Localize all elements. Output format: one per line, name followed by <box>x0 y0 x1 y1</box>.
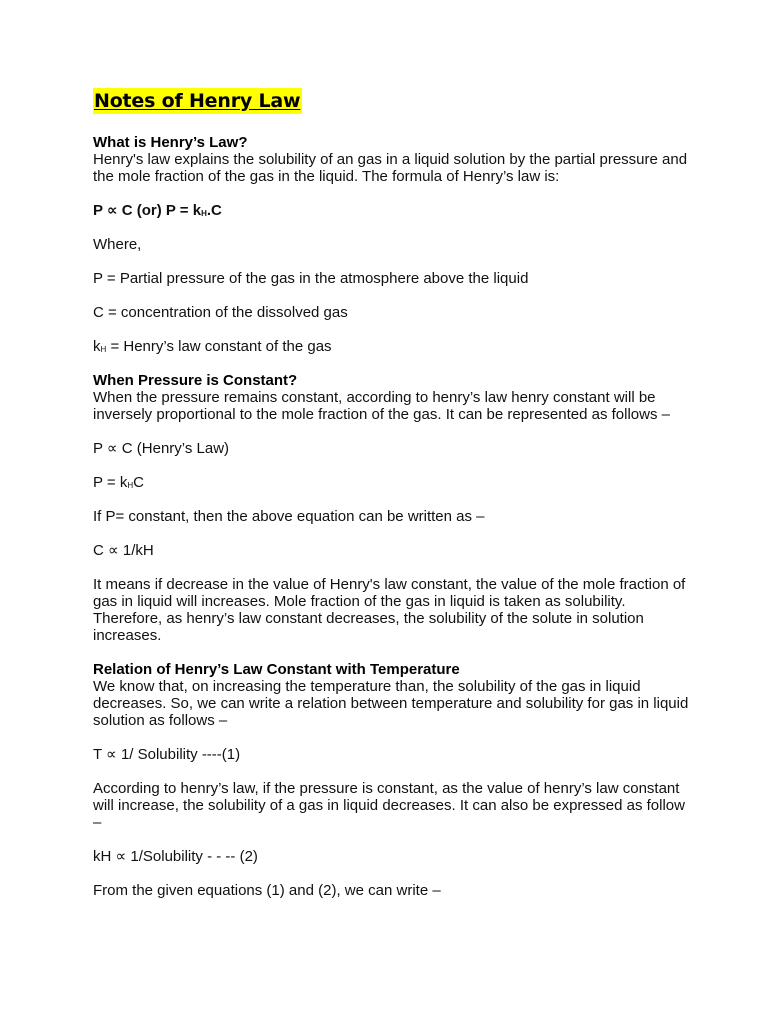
formula-main <box>93 202 693 219</box>
definition-c: C = concentration of the dissolved gas <box>93 304 348 321</box>
equation-p-equals-khc-b: C <box>133 474 144 491</box>
formula-main-subscript: H <box>201 209 207 218</box>
heading-temperature-relation: Relation of Henry’s Law Constant with Temperature <box>93 661 460 678</box>
paragraph-temperature-explain: According to henry’s law, if the pressure is constant, as the value of henry’s law constant will increase, the solubility of a gas in liquid decreases. It can also be expressed as follow – <box>93 780 685 831</box>
equation-1: T ∝ 1/ Solubility ----(1) <box>93 746 241 763</box>
document-page <box>93 88 693 916</box>
title-wrap <box>93 88 693 114</box>
definition-kh-subscript: H <box>100 345 107 354</box>
equation-p-equals-khc <box>93 474 693 491</box>
formula-main-part-a: P ∝ C (or) P = k <box>93 202 202 219</box>
formula-main-part-b: .C <box>206 202 222 219</box>
where-label: Where, <box>93 236 142 253</box>
definition-kh-text: = Henry’s law constant of the gas <box>106 338 332 355</box>
paragraph-condition: If P= constant, then the above equation can be written as – <box>93 508 485 525</box>
equation-p-equals-khc-subscript: H <box>127 481 134 490</box>
paragraph-pressure-conclusion: It means if decrease in the value of Henry's law constant, the value of the mole fraction of gas in liquid will increases. Mole fraction of the gas in liquid is taken as solubility. Therefore, as henry’s law constant decreases, the solubility of the solute in solution increases. <box>93 576 686 644</box>
equation-c-prop-inverse-kh: C ∝ 1/kH <box>93 542 154 559</box>
equation-p-equals-khc-a: P = k <box>93 474 128 491</box>
paragraph-pressure-intro: When the pressure remains constant, according to henry’s law henry constant will be inversely proportional to the mole fraction of the gas. It can be represented as follows – <box>93 389 670 423</box>
definition-kh-symbol: k <box>93 338 101 355</box>
equation-p-prop-c: P ∝ C (Henry’s Law) <box>93 440 230 457</box>
heading-pressure-constant: When Pressure is Constant? <box>93 372 298 389</box>
paragraph-final: From the given equations (1) and (2), we can write – <box>93 882 441 899</box>
heading-what-is-henrys-law: What is Henry’s Law? <box>93 134 248 151</box>
page-title: Notes of Henry Law <box>94 90 301 112</box>
definition-p: P = Partial pressure of the gas in the atmosphere above the liquid <box>93 270 529 287</box>
equation-2: kH ∝ 1/Solubility - - -- (2) <box>93 848 258 865</box>
definition-kh <box>93 338 693 355</box>
paragraph-temperature-intro: We know that, on increasing the temperature than, the solubility of the gas in liquid decreases. So, we can write a relation between temperature and solubility for gas in liquid solution as follows – <box>93 678 689 729</box>
paragraph-intro: Henry's law explains the solubility of an gas in a liquid solution by the partial pressure and the mole fraction of the gas in the liquid. The formula of Henry’s law is: <box>93 151 688 185</box>
